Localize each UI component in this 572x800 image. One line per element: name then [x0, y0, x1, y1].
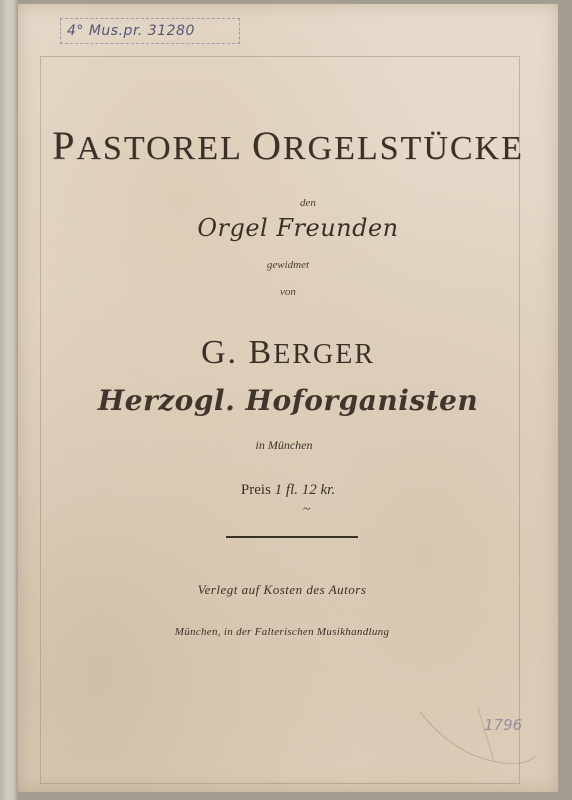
- title-initial-o: O: [251, 123, 283, 168]
- year-note: 1796: [484, 716, 523, 734]
- divider-rule: [226, 536, 358, 538]
- publisher-line: Verlegt auf Kosten des Autors: [197, 582, 367, 597]
- library-shelfmark-stamp: 4° Mus.pr. 31280: [60, 18, 240, 44]
- dedication-von: von: [280, 286, 296, 298]
- title-page: [18, 4, 558, 792]
- composer-initial: G. B: [200, 334, 274, 371]
- composer-name: [18, 334, 558, 372]
- title-initial-p: P: [52, 123, 77, 168]
- price-label: Preis: [240, 482, 271, 498]
- dedication-recipient: Orgel Freunden: [197, 214, 399, 242]
- title-word-orgelstuecke: RGELSTÜCKE: [282, 130, 524, 167]
- price-line: [18, 482, 558, 499]
- address-line: München, in der Falterischen Musikhandlung: [174, 626, 390, 638]
- handwritten-year-note: [484, 716, 548, 768]
- work-title: [18, 122, 558, 169]
- composer-role: Herzogl. Hoforganisten: [97, 384, 479, 417]
- price-value: 1 fl. 12 kr.: [274, 482, 336, 498]
- title-word-pastorel: ASTOREL: [76, 130, 252, 167]
- dedication-gewidmet: gewidmet: [266, 259, 310, 271]
- flourish-mark: ~: [303, 502, 311, 517]
- city: in München: [255, 438, 313, 452]
- dedication-den: den: [300, 197, 316, 209]
- composer-surname-rest: ERGER: [273, 339, 375, 370]
